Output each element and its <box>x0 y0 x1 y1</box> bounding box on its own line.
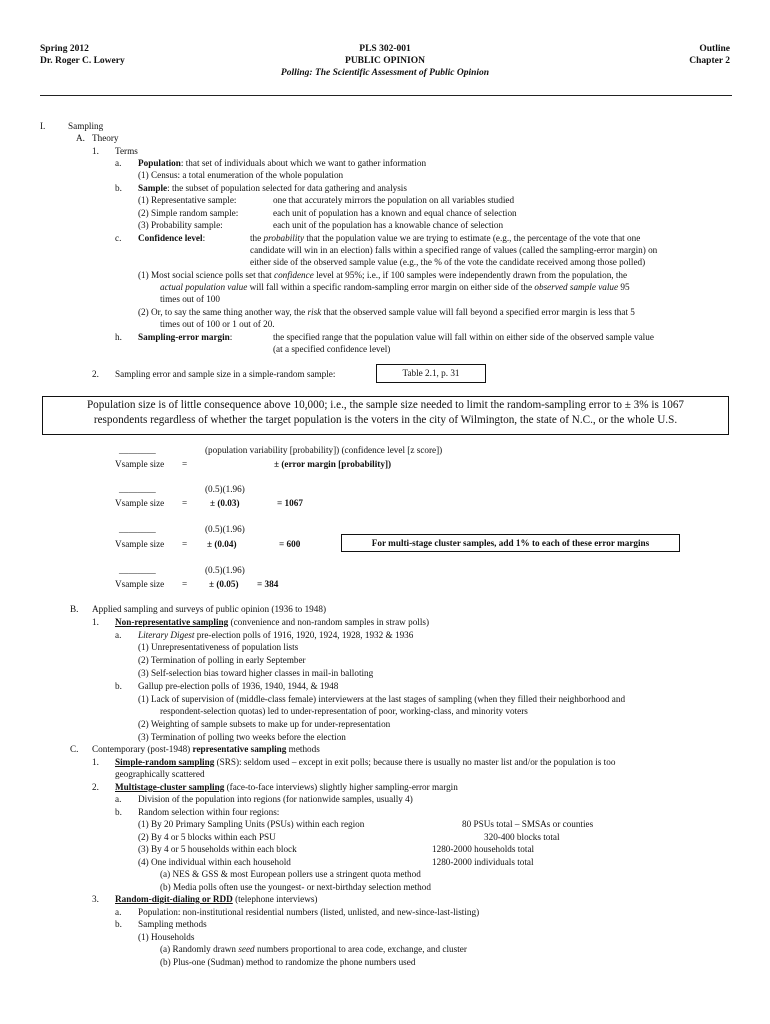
formula-dash: ________ <box>119 445 156 455</box>
outline-marker-A2: 2. <box>92 369 99 379</box>
term-simple-random-sample-def: each unit of population has a known and equal chance of selection <box>273 208 517 218</box>
literary-digest-item: Literary Digest pre-election polls of 1916, 1920, 1924, 1928, 1932 & 1936 <box>138 630 414 640</box>
formula-result: = 384 <box>257 579 279 589</box>
list-item: (2) Termination of polling in early September <box>138 655 306 665</box>
outline-marker-b: b. <box>115 807 122 817</box>
outline-marker-a: a. <box>115 907 122 917</box>
heading-sampling-error-size: Sampling error and sample size in a simple-random sample: <box>115 369 336 379</box>
formula-dash: ________ <box>119 484 156 494</box>
list-item-total: 1280-2000 households total <box>432 844 535 854</box>
outline-marker-C: C. <box>70 744 79 754</box>
header-course-code: PLS 302-001 <box>359 44 411 54</box>
outline-marker-C1: 1. <box>92 757 99 767</box>
header-course-title: PUBLIC OPINION <box>345 56 425 66</box>
population-size-callout <box>42 396 729 435</box>
formula-lhs: Vsample size <box>115 579 165 589</box>
srs-line2: geographically scattered <box>115 769 205 779</box>
formula-result: = 600 <box>279 539 301 549</box>
list-item: (b) Plus-one (Sudman) method to randomize the phone numbers used <box>160 957 416 967</box>
list-item-total: 80 PSUs total – SMSAs or counties <box>462 819 594 829</box>
list-item-total: 1280-2000 individuals total <box>432 857 534 867</box>
term-probability-sample: (3) Probability sample: <box>138 220 223 230</box>
confidence-note-2: (2) Or, to say the same thing another way, the risk that the observed sample value will fall beyond a specified error margin is less that 5 <box>138 307 635 317</box>
cluster-sample-note: For multi-stage cluster samples, add 1% to each of these error margins <box>341 534 680 552</box>
header-rule <box>40 95 732 96</box>
list-item: (3) Termination of polling two weeks before the election <box>138 732 346 742</box>
header-instructor: Dr. Roger C. Lowery <box>40 56 125 66</box>
term-sampling-error-margin: Sampling-error margin: <box>138 332 233 342</box>
formula-equals: = <box>182 459 188 469</box>
heading-theory: Theory <box>92 133 119 143</box>
list-item: (1) Lack of supervision of (middle-class female) interviewers at the last stages of sampling (when they filled their neighborhood and <box>138 694 626 704</box>
header-term: Spring 2012 <box>40 44 89 54</box>
outline-marker-a: a. <box>115 794 122 804</box>
confidence-level-def-2: candidate will win in an election) falls within a specified range of values (called the sampling-error margin) on <box>250 245 658 255</box>
outline-marker-a: a. <box>115 630 122 640</box>
callout-line-1: Population size is of little consequence above 10,000; i.e., the sample size needed to limit the random-sampling error to ± 3% is 1067 <box>86 399 685 411</box>
formula-numerator: (0.5)(1.96) <box>205 565 245 575</box>
list-item: Division of the population into regions (for nationwide samples, usually 4) <box>138 794 413 804</box>
confidence-level-def-1: the probability that the population value we are trying to estimate (e.g., the percentage of the vote that one <box>250 233 641 243</box>
outline-marker-c: c. <box>115 233 122 243</box>
outline-marker-C2: 2. <box>92 782 99 792</box>
term-representative-sample-def: one that accurately mirrors the population on all variables studied <box>273 195 515 205</box>
term-population: Population: that set of individuals about which we want to gather information <box>138 158 427 168</box>
heading-multistage: Multistage-cluster sampling (face-to-face interviews) slightly higher sampling-error margin <box>115 782 458 792</box>
outline-marker-I: I. <box>40 121 46 131</box>
confidence-note-1-line3: times out of 100 <box>160 294 220 304</box>
sampling-error-margin-def-1: the specified range that the population value will fall within on either side of the observed sample value <box>273 332 654 342</box>
formula-dash: ________ <box>119 565 156 575</box>
header-subtitle: Polling: The Scientific Assessment of Public Opinion <box>280 68 490 78</box>
confidence-note-1-line2: actual population value will fall within a specific random-sampling error margin on either side of the observed sample value 95 <box>160 282 630 292</box>
formula-result: = 1067 <box>277 498 303 508</box>
outline-marker-B1: 1. <box>92 617 99 627</box>
heading-srs: Simple-random sampling (SRS): seldom used – except in exit polls; because there is usually no master list and/or the population is too <box>115 757 616 767</box>
list-item: (2) By 4 or 5 blocks within each PSU <box>138 832 276 842</box>
confidence-note-1: (1) Most social science polls set that confidence level at 95%; i.e., if 100 samples were independently drawn from the population, the <box>138 270 628 280</box>
heading-applied-sampling: Applied sampling and surveys of public opinion (1936 to 1948) <box>92 604 326 614</box>
confidence-note-2-line2: times out of 100 or 1 out of 20. <box>160 319 275 329</box>
term-representative-sample: (1) Representative sample: <box>138 195 237 205</box>
list-item: Sampling methods <box>138 919 207 929</box>
list-item: (1) Unrepresentativeness of population lists <box>138 642 299 652</box>
term-simple-random-sample: (2) Simple random sample: <box>138 208 239 218</box>
heading-rdd: Random-digit-dialing or RDD (telephone interviews) <box>115 894 318 904</box>
heading-sampling: Sampling <box>68 121 104 131</box>
formula-equals: = <box>182 498 188 508</box>
outline-marker-B: B. <box>70 604 79 614</box>
list-item: respondent-selection quotas) led to under-representation of poor, working-class, and minority voters <box>160 706 528 716</box>
term-probability-sample-def: each unit of the population has a knowable chance of selection <box>273 220 504 230</box>
term-confidence-level: Confidence level: <box>138 233 206 243</box>
outline-marker-b: b. <box>115 183 122 193</box>
formula-denominator: ± (error margin [probability]) <box>274 459 392 469</box>
formula-lhs: Vsample size <box>115 459 165 469</box>
term-sample: Sample: the subset of population selected for data gathering and analysis <box>138 183 407 193</box>
heading-contemporary: Contemporary (post-1948) representative sampling methods <box>92 744 320 754</box>
formula-lhs: Vsample size <box>115 539 165 549</box>
sampling-error-margin-def-2: (at a specified confidence level) <box>273 344 391 354</box>
outline-marker-b: b. <box>115 919 122 929</box>
heading-non-representative: Non-representative sampling (convenience and non-random samples in straw polls) <box>115 617 430 627</box>
outline-marker-C3: 3. <box>92 894 99 904</box>
formula-equals: = <box>182 579 188 589</box>
formula-denominator: ± (0.05) <box>209 579 239 589</box>
outline-marker-A: A. <box>76 133 85 143</box>
formula-lhs: Vsample size <box>115 498 165 508</box>
formula-numerator: (0.5)(1.96) <box>205 484 245 494</box>
list-item: (3) Self-selection bias toward higher classes in mail-in balloting <box>138 668 374 678</box>
list-item: (a) Randomly drawn seed numbers proportional to area code, exchange, and cluster <box>160 944 467 954</box>
confidence-level-def-3: either side of the observed sample value (e.g., the % of the vote the candidate received among those polled) <box>250 257 646 267</box>
list-item: (a) NES & GSS & most European pollers use a stringent quota method <box>160 869 421 879</box>
list-item: Population: non-institutional residential numbers (listed, unlisted, and new-since-last-listing) <box>138 907 480 917</box>
header-chapter: Chapter 2 <box>689 56 730 66</box>
list-item-total: 320-400 blocks total <box>484 832 560 842</box>
formula-numerator: (0.5)(1.96) <box>205 524 245 534</box>
formula-dash: ________ <box>119 524 156 534</box>
list-item: (1) Households <box>138 932 195 942</box>
list-item: Random selection within four regions: <box>138 807 280 817</box>
outline-marker-h: h. <box>115 332 122 342</box>
table-reference-box: Table 2.1, p. 31 <box>376 364 486 383</box>
outline-marker-a: a. <box>115 158 122 168</box>
term-census: (1) Census: a total enumeration of the whole population <box>138 170 344 180</box>
list-item: (2) Weighting of sample subsets to make up for under-representation <box>138 719 391 729</box>
header-outline: Outline <box>699 44 730 54</box>
formula-numerator: (population variability [probability]) (confidence level [z score]) <box>205 445 443 455</box>
formula-denominator: ± (0.03) <box>210 498 240 508</box>
callout-line-2: respondents regardless of whether the target population is the voters in the city of Wilmington, the state of N.C., or the whole U.S. <box>93 414 678 426</box>
list-item: (3) By 4 or 5 households within each block <box>138 844 297 854</box>
outline-marker-b: b. <box>115 681 122 691</box>
list-item: (1) By 20 Primary Sampling Units (PSUs) within each region <box>138 819 365 829</box>
list-item: (4) One individual within each household <box>138 857 291 867</box>
list-item: (b) Media polls often use the youngest- or next-birthday selection method <box>160 882 431 892</box>
outline-marker-A1: 1. <box>92 146 99 156</box>
heading-terms: Terms <box>115 146 138 156</box>
gallup-item: Gallup pre-election polls of 1936, 1940, 1944, & 1948 <box>138 681 339 691</box>
formula-denominator: ± (0.04) <box>207 539 237 549</box>
formula-equals: = <box>182 539 188 549</box>
